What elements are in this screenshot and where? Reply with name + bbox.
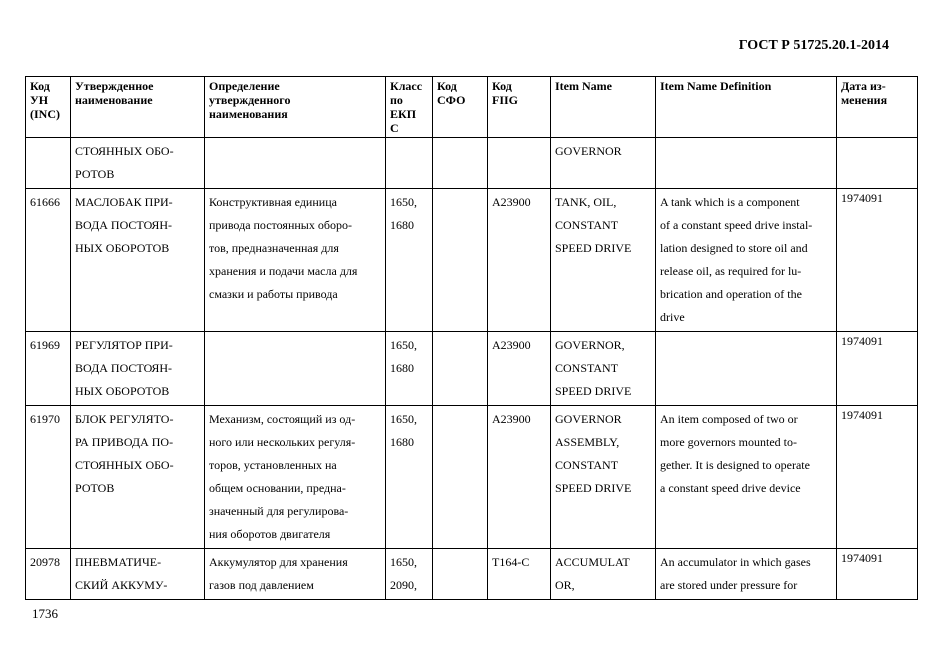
table-cell: GOVERNOR, CONSTANT SPEED DRIVE xyxy=(551,332,656,406)
table-cell: РЕГУЛЯТОР ПРИ- ВОДА ПОСТОЯН- НЫХ ОБОРОТОВ xyxy=(71,332,205,406)
table-row xyxy=(26,138,918,189)
table-cell xyxy=(433,189,488,332)
column-header: Код УН (INC) xyxy=(26,77,71,138)
data-table xyxy=(25,76,918,600)
table-cell: БЛОК РЕГУЛЯТО- РА ПРИВОДА ПО- СТОЯННЫХ ОБО- РОТОВ xyxy=(71,406,205,549)
table-cell: T164-C xyxy=(488,549,551,600)
table-cell xyxy=(205,138,386,189)
table-cell: ПНЕВМАТИЧЕ- СКИЙ АККУМУ- xyxy=(71,549,205,600)
table-cell: An accumulator in which gases are stored under pressure for xyxy=(656,549,837,600)
column-header: Код FIIG xyxy=(488,77,551,138)
table-cell: 1974091 xyxy=(837,189,918,332)
table-cell: 1650, 2090, xyxy=(386,549,433,600)
table-cell: A tank which is a component of a constant speed drive instal- lation designed to store oil and release oil, as required for lu- brication and operation of the drive xyxy=(656,189,837,332)
column-header: Item Name xyxy=(551,77,656,138)
table-cell: 61970 xyxy=(26,406,71,549)
table-cell xyxy=(433,549,488,600)
table-cell xyxy=(433,406,488,549)
table-cell xyxy=(205,332,386,406)
table-cell xyxy=(656,332,837,406)
column-header: Item Name Definition xyxy=(656,77,837,138)
table-cell: ACCUMULAT OR, xyxy=(551,549,656,600)
table-cell: An item composed of two or more governors mounted to- gether. It is designed to operate a constant speed drive device xyxy=(656,406,837,549)
column-header: Дата из- менения xyxy=(837,77,918,138)
table-cell xyxy=(656,138,837,189)
table-cell xyxy=(488,138,551,189)
table-cell xyxy=(433,332,488,406)
table-cell: 1650, 1680 xyxy=(386,406,433,549)
table-cell: 61969 xyxy=(26,332,71,406)
table-cell xyxy=(837,138,918,189)
table-cell: GOVERNOR ASSEMBLY, CONSTANT SPEED DRIVE xyxy=(551,406,656,549)
table-cell xyxy=(386,138,433,189)
table-cell: GOVERNOR xyxy=(551,138,656,189)
table-cell: Аккумулятор для хранения газов под давлением xyxy=(205,549,386,600)
table-cell: 1974091 xyxy=(837,549,918,600)
page-number: 1736 xyxy=(32,606,58,621)
column-header: Класс по ЕКП С xyxy=(386,77,433,138)
table-cell: 1650, 1680 xyxy=(386,332,433,406)
table-cell: МАСЛОБАК ПРИ- ВОДА ПОСТОЯН- НЫХ ОБОРОТОВ xyxy=(71,189,205,332)
table-cell: A23900 xyxy=(488,332,551,406)
table-row xyxy=(26,406,918,549)
table-cell: A23900 xyxy=(488,406,551,549)
table-cell: Механизм, состоящий из од- ного или нескольких регуля- торов, установленных на общем основании, предна- значенный для регулирова- ния оборотов двигателя xyxy=(205,406,386,549)
table-header-row xyxy=(26,77,918,138)
column-header: Определение утвержденного наименования xyxy=(205,77,386,138)
table-cell: СТОЯННЫХ ОБО- РОТОВ xyxy=(71,138,205,189)
table-cell: 20978 xyxy=(26,549,71,600)
table-cell: TANK, OIL, CONSTANT SPEED DRIVE xyxy=(551,189,656,332)
table-cell: A23900 xyxy=(488,189,551,332)
table-row xyxy=(26,549,918,600)
document-header: ГОСТ Р 51725.20.1-2014 xyxy=(738,38,889,53)
table-cell xyxy=(433,138,488,189)
table-cell: 61666 xyxy=(26,189,71,332)
table-row xyxy=(26,189,918,332)
table-cell xyxy=(26,138,71,189)
table-cell: 1974091 xyxy=(837,406,918,549)
table-cell: 1650, 1680 xyxy=(386,189,433,332)
table-cell: 1974091 xyxy=(837,332,918,406)
column-header: Утвержденное наименование xyxy=(71,77,205,138)
table-cell: Конструктивная единица привода постоянных оборо- тов, предназначенная для хранения и подачи масла для смазки и работы привода xyxy=(205,189,386,332)
column-header: Код СФО xyxy=(433,77,488,138)
table-row xyxy=(26,332,918,406)
